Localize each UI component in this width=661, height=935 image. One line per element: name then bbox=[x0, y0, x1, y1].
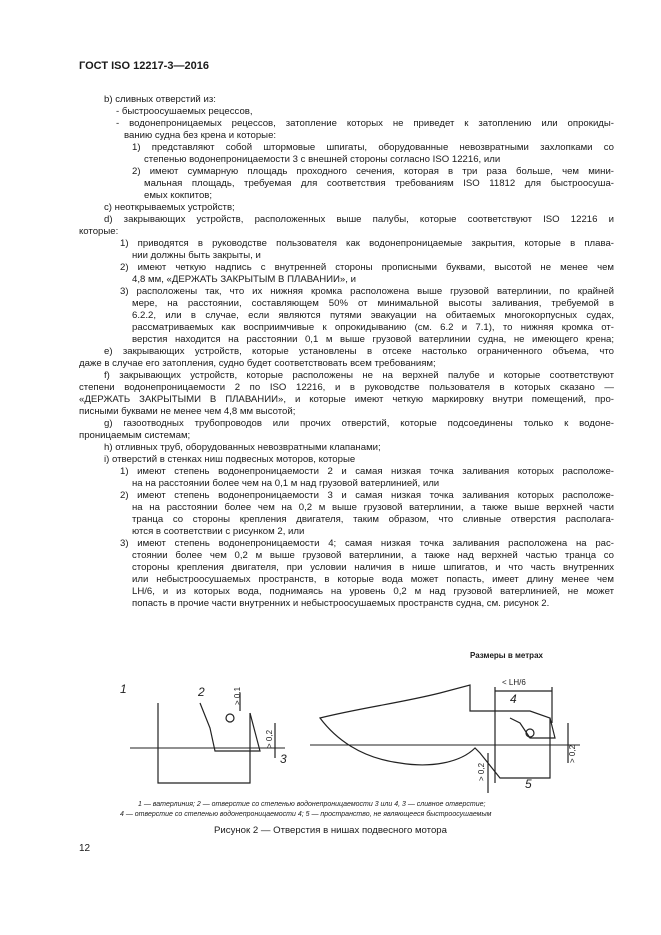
text-line: верстия находится на расстоянии 0,1 м выше грузовой ватерлинии судна, не имеющего крена; bbox=[132, 334, 614, 345]
label-2: 2 bbox=[198, 685, 205, 699]
text-line: LH/6, и из которых вода, поднимаясь на уровень 0,2 м над грузовой ватерлинией, не может bbox=[132, 586, 614, 597]
text-line: степенью водонепроницаемости 3 с внешней стороны согласно ISO 12216, или bbox=[144, 154, 501, 165]
dimensions-note: Размеры в метрах bbox=[470, 651, 543, 660]
text-line: попасть в прочие части внутренних и небыстроосушаемых пространств судна, см. рисунок 2. bbox=[132, 598, 550, 609]
text-line: даже в случае его затопления, судно будет соответствовать всем требованиям; bbox=[79, 358, 436, 369]
text-line: f) закрывающих устройств, которые расположены не на верхней палубе и которые соответствуют bbox=[104, 370, 614, 381]
text-line: 2) имеют суммарную площадь проходного сечения, которая в три раза больше, чем мини- bbox=[132, 166, 614, 177]
text-line: мере, на расстоянии, составляющем 50% от минимальной высоты заливания, требуемой в bbox=[132, 298, 614, 309]
text-line: ванию судна без крена и которые: bbox=[124, 130, 277, 141]
text-line: степени водонепроницаемости 2 по ISO 12216, и в руководстве пользователя в которых сказано — bbox=[79, 382, 614, 393]
text-line: c) неоткрываемых устройств; bbox=[104, 202, 235, 213]
text-line: 2) имеют четкую надпись с внутренней стороны прописными буквами, высотой не менее чем bbox=[120, 262, 614, 273]
left-recess bbox=[200, 703, 260, 751]
text-line: проницаемым системам; bbox=[79, 430, 191, 441]
page-number: 12 bbox=[79, 843, 91, 854]
text-line: 3) расположены так, что их нижняя кромка расположена выше грузовой ватерлинии, по крайней bbox=[120, 286, 614, 297]
text-line: емых кокпитов; bbox=[144, 190, 213, 201]
text-line: рассматриваемых как восприимчивые к опрокидыванию (см. 6.2 и 7.1), то нижняя кромка от- bbox=[132, 322, 614, 333]
text-line: транца со стороны крепления двигателя, таким образом, что сливные отверстия располага- bbox=[132, 514, 614, 525]
text-line: 6.2.2, или в случае, если являются путями эвакуации на обитаемых многокорпусных судах, bbox=[132, 310, 614, 321]
text-line: 1) приводятся в руководстве пользователя как водонепроницаемые закрытия, которые в плава- bbox=[120, 238, 614, 249]
text-line: на на расстоянии более чем на 0,1 м над грузовой ватерлинией, или bbox=[132, 478, 440, 489]
text-line: писными буквами не менее чем 4,8 мм высотой; bbox=[79, 406, 296, 417]
dim-gt-02-right2: > 0,2 bbox=[568, 744, 577, 763]
text-line: 1) имеют степень водонепроницаемости 2 и самая низкая точка заливания которых расположе- bbox=[120, 466, 614, 477]
label-5: 5 bbox=[525, 777, 532, 791]
label-3: 3 bbox=[280, 752, 287, 766]
label-4: 4 bbox=[510, 692, 517, 706]
left-opening bbox=[226, 714, 234, 722]
figure-legend-line-2: 4 — отверстие со степенью водонепроницаемости 4; 5 — пространство, не являющееся быстроосушаемым bbox=[120, 811, 492, 818]
figure-caption: Рисунок 2 — Отверстия в нишах подвесного мотора bbox=[214, 825, 447, 836]
text-line: нии должны быть закрыты, и bbox=[132, 250, 261, 261]
text-line: которые: bbox=[79, 226, 119, 237]
text-line: - быстроосушаемых рецессов, bbox=[116, 106, 253, 117]
figure-2-drawing bbox=[110, 663, 590, 803]
dim-lh6: < LH/6 bbox=[502, 678, 526, 687]
text-line: b) сливных отверстий из: bbox=[104, 94, 216, 105]
dim-gt-02-left: > 0,2 bbox=[265, 729, 274, 748]
text-line: h) отливных труб, оборудованных невозвратными клапанами; bbox=[104, 442, 381, 453]
right-recess bbox=[510, 718, 555, 738]
text-line: ются в соответствии с рисунком 2, или bbox=[132, 526, 305, 537]
dim-gt-01: > 0,1 bbox=[233, 686, 242, 705]
text-line: 1) представляют собой штормовые шпигаты, оборудованные невозвратными захлопками со bbox=[132, 142, 614, 153]
text-line: d) закрывающих устройств, расположенных выше палубы, которые соответствуют ISO 12216 и bbox=[104, 214, 614, 225]
text-line: стоянии более чем 0,2 м выше грузовой ватерлинии, а также над верхней частью транца со bbox=[132, 550, 614, 561]
document-header: ГОСТ ISO 12217-3—2016 bbox=[79, 60, 209, 72]
text-line: мальная площадь, требуемая для соответствия требованиям ISO 11812 для быстроосуша- bbox=[144, 178, 614, 189]
text-line: g) газоотводных трубопроводов или прочих отверстий, которые подсоединены только к водоне- bbox=[104, 418, 614, 429]
left-hull bbox=[158, 703, 250, 783]
label-1: 1 bbox=[120, 682, 127, 696]
text-line: или небыстроосушаемых пространств, в которые вода может попасть, имеет длину менее чем bbox=[132, 574, 614, 585]
figure-legend-line-1: 1 — ватерлиния; 2 — отверстие со степенью водонепроницаемости 3 или 4, 3 — сливное отверстие; bbox=[138, 801, 486, 808]
dim-gt-02-right1: > 0,2 bbox=[477, 762, 486, 781]
text-line: на на расстоянии более чем на 0,2 м выше грузовой ватерлинии, а также выше верхней части bbox=[132, 502, 614, 513]
text-line: 2) имеют степень водонепроницаемости 3 и самая низкая точка заливания которых расположе- bbox=[120, 490, 614, 501]
text-line: 3) имеют степень водонепроницаемости 4; самая низкая точка заливания расположена на рас- bbox=[120, 538, 614, 549]
text-line: «ДЕРЖАТЬ ЗАКРЫТЫМИ В ПЛАВАНИИ», и которые имеют четкую маркировку внутри помещений, про- bbox=[79, 394, 614, 405]
text-line: i) отверстий в стенках ниш подвесных моторов, которые bbox=[104, 454, 356, 465]
text-line: - водонепроницаемых рецессов, затопление которых не приведет к затоплению или опрокиды- bbox=[116, 118, 614, 129]
text-line: 4,8 мм, «ДЕРЖАТЬ ЗАКРЫТЫМ В ПЛАВАНИИ», и bbox=[132, 274, 356, 285]
text-line: e) закрывающих устройств, которые установлены в отсеке настолько ограниченного объема, что bbox=[104, 346, 614, 357]
text-line: стороны крепления двигателя, при условии наличия в нише шпигатов, и что часть внутренних bbox=[132, 562, 614, 573]
